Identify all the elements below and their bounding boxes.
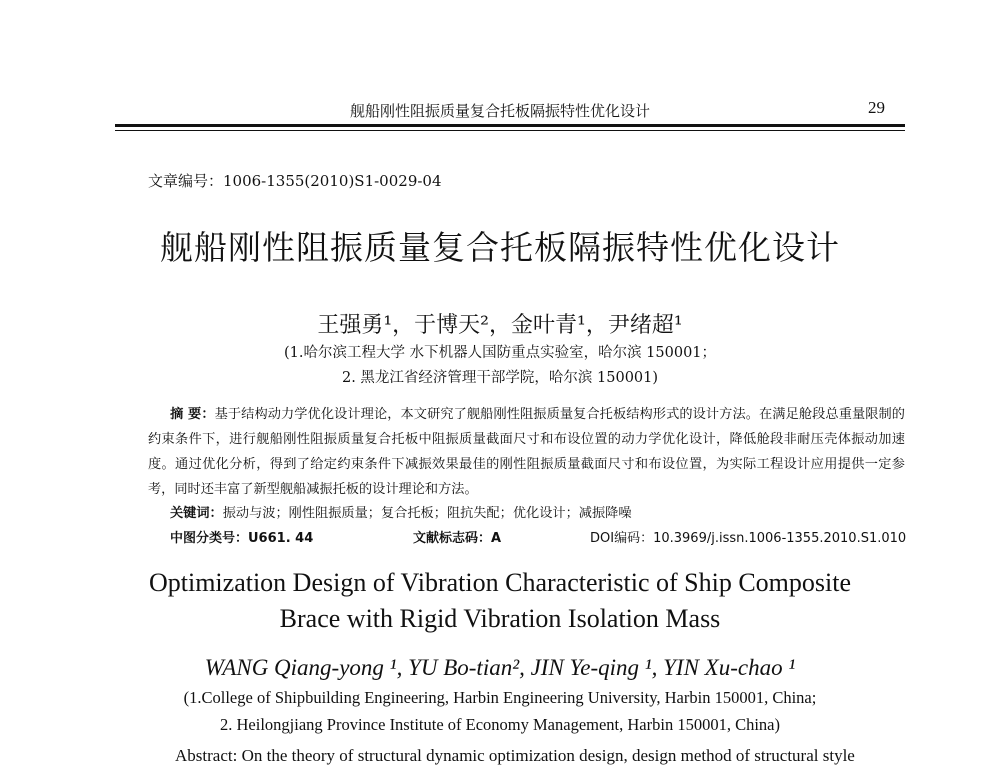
affiliation-cn-1: (1.哈尔滨工程大学 水下机器人国防重点实验室，哈尔滨 150001； [283,345,717,361]
page-number: 29 [868,98,885,117]
authors-english: WANG Qiang-yong ¹, YU Bo-tian², JIN Ye-qing ¹, YIN Xu-chao ¹ [204,655,796,680]
title-chinese: 舰船刚性阻振质量复合托板隔振特性优化设计 [160,228,840,267]
keywords-text: 振动与波；刚性阻振质量；复合托板；阻抗失配；优化设计；减振降噪 [222,506,632,521]
title-english-line-2: Brace with Rigid Vibration Isolation Mass [279,604,721,633]
keywords-label: 关键词： [170,506,223,521]
affiliation-cn-2: 2. 黑龙江省经济管理干部学院，哈尔滨 150001) [341,370,659,386]
abstract-label: 摘 要： [170,407,215,422]
header-rule-thick [115,124,905,127]
doi: DOI编码：10.3969/j.issn.1006-1355.2010.S1.010 [590,531,907,546]
affiliation-en-1: (1.College of Shipbuilding Engineering, Harbin Engineering University, Harbin 150001, China; [183,688,817,707]
abstract-chinese [148,402,905,502]
keywords-chinese [170,502,632,521]
running-header-title: 舰船刚性阻振质量复合托板隔振特性优化设计 [349,102,650,120]
header-rule-thin [115,130,905,131]
title-english-line-1: Optimization Design of Vibration Characteristic of Ship Composite [148,568,851,597]
affiliation-en-2: 2. Heilongjiang Province Institute of Economy Management, Harbin 150001, China) [220,715,780,734]
abstract-english: Abstract: On the theory of structural dynamic optimization design, design method of structural style [175,746,855,765]
authors-chinese: 王强勇¹，于博天²，金叶青¹，尹绪超¹ [317,313,683,338]
document-code: 文献标志码：A [413,531,502,546]
article-number: 文章编号：1006-1355(2010)S1-0029-04 [148,172,442,190]
clc-number: 中图分类号：U661. 44 [170,531,314,546]
abstract-text: 基于结构动力学优化设计理论，本文研究了舰船刚性阻振质量复合托板结构形式的设计方法。在满足舱段总重量限制的约束条件下，进行舰船刚性阻振质量复合托板中阻振质量截面尺寸和布设位置的动力学优化设计，降低舱段非耐压壳体振动加速度。通过优化分析，得到了给定约束条件下减振效果最佳的刚性阻振质量截面尺寸和布设位置，为实际工程设计应用提供一定参考，同时还丰富了新型舰船减振托板的设计理论和方法。 [148,407,905,497]
